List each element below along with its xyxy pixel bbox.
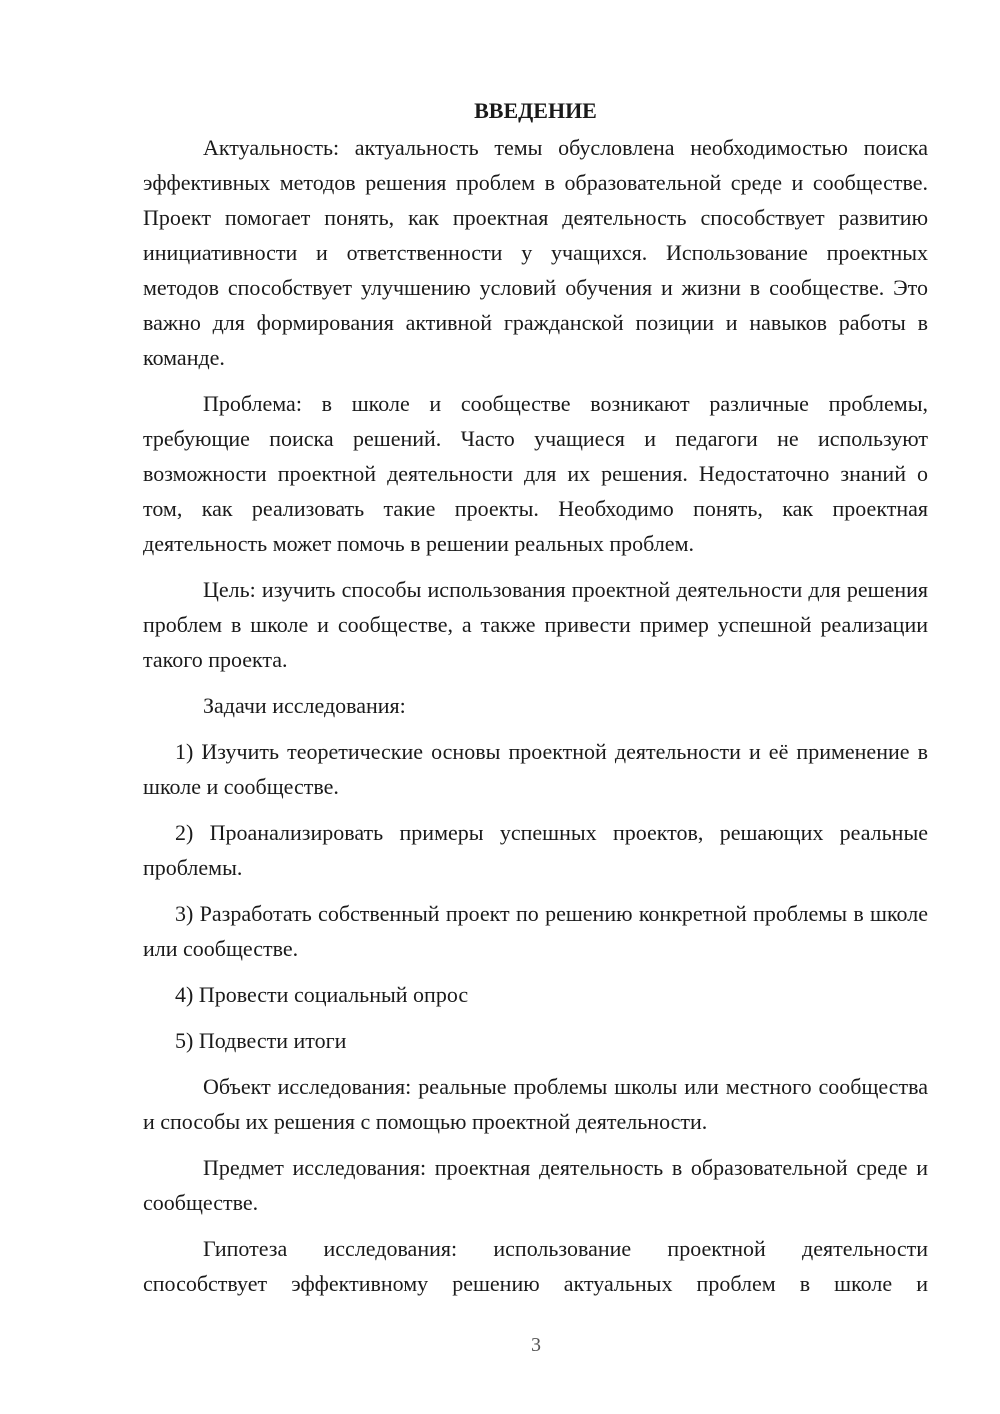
task-item-2: 2) Проанализировать примеры успешных проектов, решающих реальные проблемы.: [143, 820, 928, 880]
page-number: 3: [531, 1334, 541, 1356]
problem-paragraph: Проблема: в школе и сообществе возникают различные проблемы, требующие поиска решений. Часто учащиеся и педагоги не используют возможности проектной деятельности для их решения. Недостаточно знаний о том, как реализовать такие проекты. Необходимо понять, как проектная деятельность может помочь в решении реальных проблем.: [143, 391, 928, 556]
goal-paragraph: Цель: изучить способы использования проектной деятельности для решения проблем в школе и сообществе, а также привести пример успешной реализации такого проекта.: [143, 577, 928, 672]
object-paragraph: Объект исследования: реальные проблемы школы или местного сообщества и способы их решения с помощью проектной деятельности.: [143, 1074, 928, 1134]
task-item-5: 5) Подвести итоги: [175, 1028, 347, 1053]
document-body: [143, 96, 928, 1312]
task-item-3: 3) Разработать собственный проект по решению конкретной проблемы в школе или сообществе.: [143, 901, 928, 961]
hypothesis-paragraph: Гипотеза исследования: использование проектной деятельности способствует эффективному решению актуальных проблем в школе и: [143, 1236, 928, 1296]
task-item-4: 4) Провести социальный опрос: [175, 982, 469, 1007]
relevance-paragraph: Актуальность: актуальность темы обусловлена необходимостью поиска эффективных методов решения проблем в образовательной среде и сообществе. Проект помогает понять, как проектная деятельность способствует развитию инициативности и ответственности у учащихся. Использование проектных методов способствует улучшению условий обучения и жизни в сообществе. Это важно для формирования активной гражданской позиции и навыков работы в команде.: [143, 135, 928, 370]
section-title: ВВЕДЕНИЕ: [474, 98, 597, 123]
tasks-heading: Задачи исследования:: [203, 693, 406, 718]
task-item-1: 1) Изучить теоретические основы проектной деятельности и её применение в школе и сообществе.: [143, 739, 928, 799]
subject-paragraph: Предмет исследования: проектная деятельность в образовательной среде и сообществе.: [143, 1155, 928, 1215]
